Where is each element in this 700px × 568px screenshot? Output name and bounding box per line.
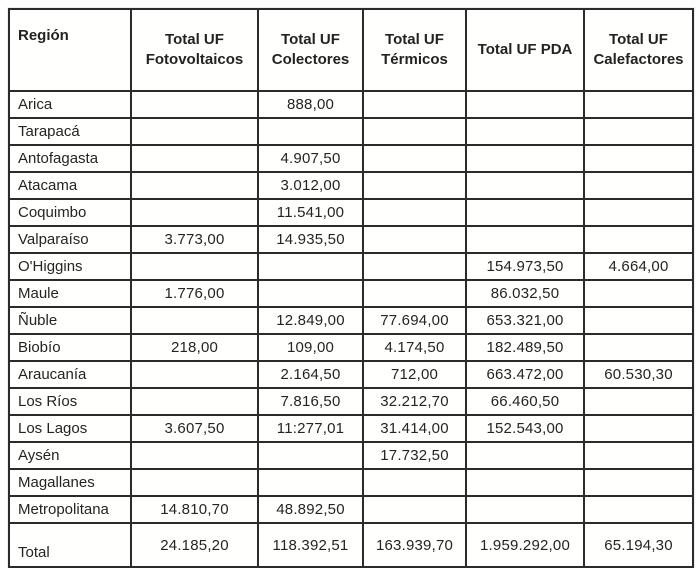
value-cell: 65.194,30 <box>584 523 693 567</box>
region-cell: Antofagasta <box>9 145 131 172</box>
value-cell: 4.907,50 <box>258 145 363 172</box>
value-cell: 17.732,50 <box>363 442 466 469</box>
value-cell: 48.892,50 <box>258 496 363 523</box>
header-pda: Total UF PDA <box>466 9 584 91</box>
value-cell <box>131 145 258 172</box>
value-cell <box>584 145 693 172</box>
table-row <box>9 91 693 118</box>
value-cell: 1.959.292,00 <box>466 523 584 567</box>
value-cell <box>363 199 466 226</box>
value-cell: 31.414,00 <box>363 415 466 442</box>
value-cell: 4.664,00 <box>584 253 693 280</box>
header-calefactores: Total UF Calefactores <box>584 9 693 91</box>
value-cell: 163.939,70 <box>363 523 466 567</box>
value-cell: 3.773,00 <box>131 226 258 253</box>
value-cell <box>584 280 693 307</box>
header-fotovoltaicos: Total UF Fotovoltaicos <box>131 9 258 91</box>
table-row <box>9 361 693 388</box>
value-cell <box>131 118 258 145</box>
region-cell: Valparaíso <box>9 226 131 253</box>
value-cell <box>363 226 466 253</box>
value-cell <box>131 307 258 334</box>
region-cell: Los Ríos <box>9 388 131 415</box>
value-cell <box>584 199 693 226</box>
value-cell: 663.472,00 <box>466 361 584 388</box>
value-cell <box>466 199 584 226</box>
table-row <box>9 415 693 442</box>
header-colectores: Total UF Colectores <box>258 9 363 91</box>
header-row <box>9 9 693 91</box>
value-cell: 152.543,00 <box>466 415 584 442</box>
value-cell: 86.032,50 <box>466 280 584 307</box>
table-row <box>9 388 693 415</box>
value-cell <box>363 469 466 496</box>
value-cell <box>584 442 693 469</box>
value-cell <box>584 307 693 334</box>
value-cell: 218,00 <box>131 334 258 361</box>
table-body <box>9 91 693 567</box>
value-cell: 109,00 <box>258 334 363 361</box>
value-cell <box>584 118 693 145</box>
value-cell <box>363 172 466 199</box>
value-cell <box>131 199 258 226</box>
value-cell <box>258 469 363 496</box>
value-cell <box>466 442 584 469</box>
value-cell <box>131 91 258 118</box>
value-cell <box>466 118 584 145</box>
value-cell: 653.321,00 <box>466 307 584 334</box>
value-cell: 4.174,50 <box>363 334 466 361</box>
region-cell: Maule <box>9 280 131 307</box>
value-cell <box>584 91 693 118</box>
value-cell <box>131 253 258 280</box>
value-cell <box>363 118 466 145</box>
header-termicos: Total UF Térmicos <box>363 9 466 91</box>
value-cell: 32.212,70 <box>363 388 466 415</box>
value-cell <box>258 280 363 307</box>
region-cell: Aysén <box>9 442 131 469</box>
value-cell <box>466 226 584 253</box>
header-region: Región <box>9 9 131 91</box>
region-cell: Los Lagos <box>9 415 131 442</box>
region-cell: Atacama <box>9 172 131 199</box>
table-row <box>9 226 693 253</box>
value-cell: 7.816,50 <box>258 388 363 415</box>
table-row <box>9 496 693 523</box>
value-cell: 3.012,00 <box>258 172 363 199</box>
value-cell <box>131 361 258 388</box>
value-cell: 11.541,00 <box>258 199 363 226</box>
value-cell <box>584 388 693 415</box>
value-cell: 182.489,50 <box>466 334 584 361</box>
region-cell: Coquimbo <box>9 199 131 226</box>
table-row <box>9 280 693 307</box>
value-cell: 888,00 <box>258 91 363 118</box>
value-cell: 154.973,50 <box>466 253 584 280</box>
value-cell <box>363 253 466 280</box>
value-cell <box>466 145 584 172</box>
region-cell: Arica <box>9 91 131 118</box>
table-row <box>9 199 693 226</box>
value-cell: 77.694,00 <box>363 307 466 334</box>
value-cell <box>258 118 363 145</box>
region-cell: Ñuble <box>9 307 131 334</box>
table-row <box>9 145 693 172</box>
value-cell: 60.530,30 <box>584 361 693 388</box>
table-header <box>9 9 693 91</box>
value-cell <box>466 496 584 523</box>
table-row <box>9 442 693 469</box>
value-cell: 24.185,20 <box>131 523 258 567</box>
value-cell <box>258 442 363 469</box>
value-cell <box>363 496 466 523</box>
value-cell <box>131 388 258 415</box>
uf-regions-table <box>8 8 694 568</box>
value-cell <box>584 172 693 199</box>
value-cell <box>363 91 466 118</box>
value-cell <box>584 415 693 442</box>
value-cell: 2.164,50 <box>258 361 363 388</box>
region-cell: O'Higgins <box>9 253 131 280</box>
value-cell: 14.810,70 <box>131 496 258 523</box>
table-row <box>9 253 693 280</box>
table-row <box>9 334 693 361</box>
value-cell <box>584 334 693 361</box>
region-cell: Tarapacá <box>9 118 131 145</box>
value-cell: 118.392,51 <box>258 523 363 567</box>
value-cell <box>466 91 584 118</box>
value-cell <box>584 226 693 253</box>
value-cell: 3.607,50 <box>131 415 258 442</box>
value-cell <box>584 469 693 496</box>
value-cell <box>584 496 693 523</box>
value-cell <box>258 253 363 280</box>
value-cell <box>363 280 466 307</box>
value-cell: 11:277,01 <box>258 415 363 442</box>
region-cell: Total <box>9 523 131 567</box>
value-cell <box>131 172 258 199</box>
value-cell: 14.935,50 <box>258 226 363 253</box>
region-cell: Araucanía <box>9 361 131 388</box>
value-cell <box>363 145 466 172</box>
region-cell: Metropolitana <box>9 496 131 523</box>
region-cell: Biobío <box>9 334 131 361</box>
value-cell <box>131 442 258 469</box>
value-cell: 66.460,50 <box>466 388 584 415</box>
table-row <box>9 469 693 496</box>
table-row <box>9 307 693 334</box>
value-cell: 712,00 <box>363 361 466 388</box>
value-cell <box>466 469 584 496</box>
value-cell <box>466 172 584 199</box>
value-cell: 12.849,00 <box>258 307 363 334</box>
total-row <box>9 523 693 567</box>
value-cell <box>131 469 258 496</box>
value-cell: 1.776,00 <box>131 280 258 307</box>
table-row <box>9 172 693 199</box>
table-row <box>9 118 693 145</box>
region-cell: Magallanes <box>9 469 131 496</box>
